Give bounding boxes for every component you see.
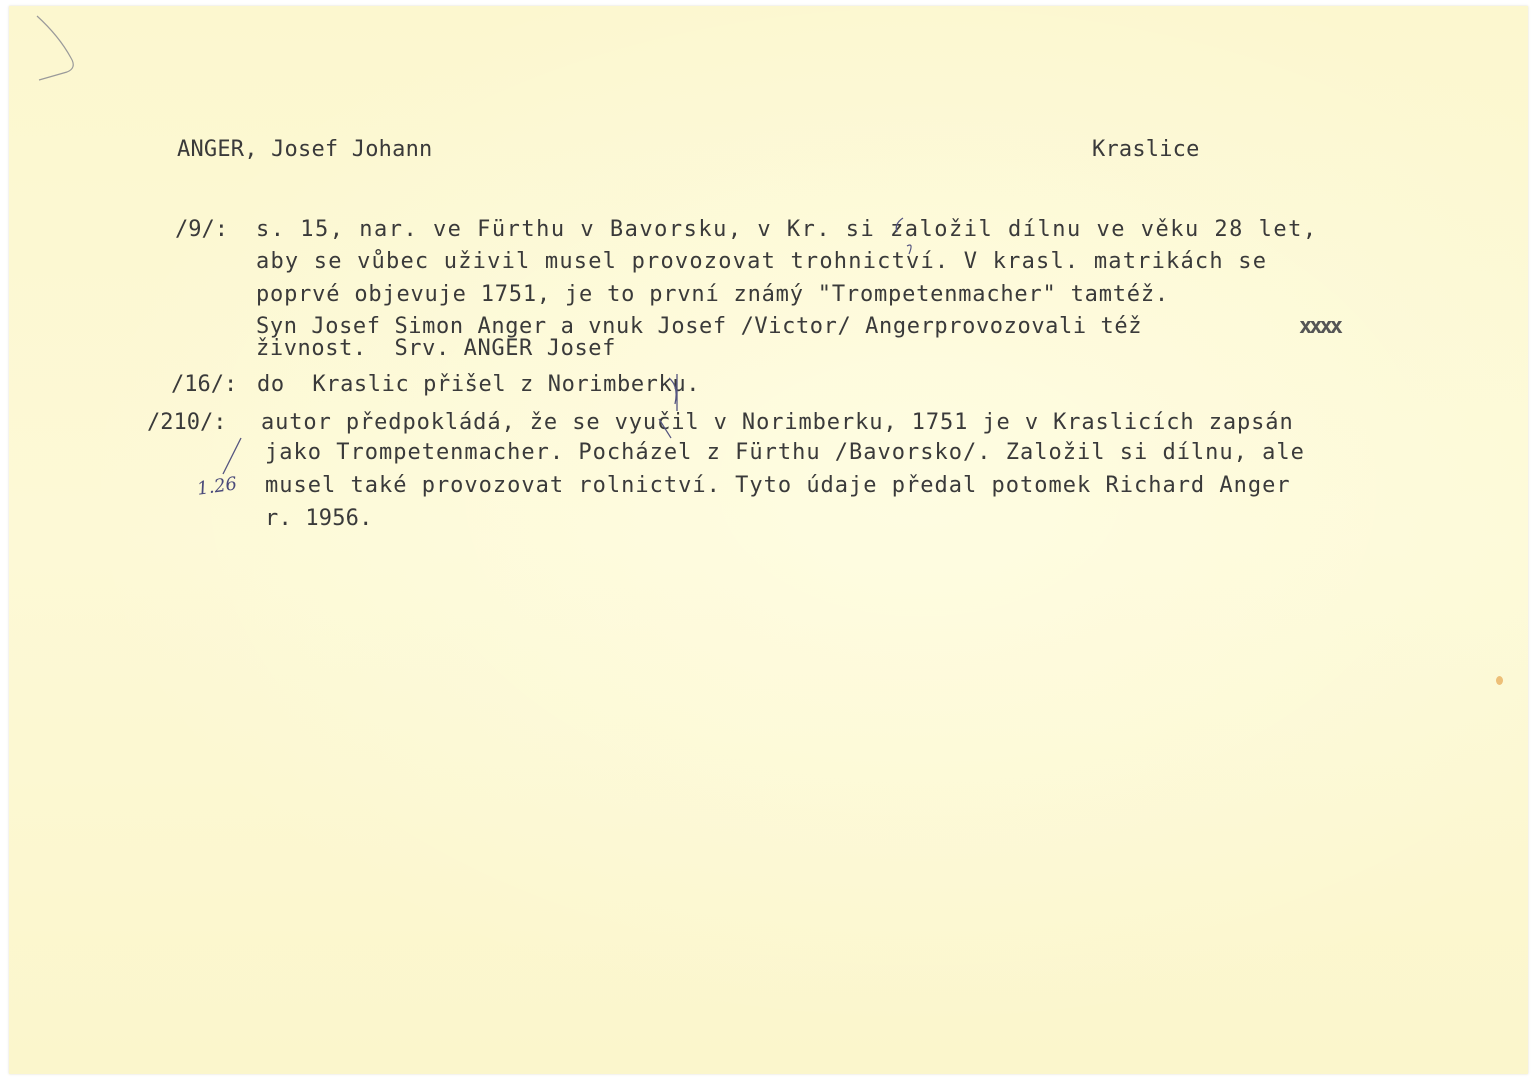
handwritten-margin-note: 1.26 bbox=[195, 473, 239, 500]
correction-mark-2 bbox=[669, 374, 677, 411]
subject-name: ANGER, Josef Johann bbox=[177, 137, 433, 162]
entry-210-line-2: jako Trompetenmacher. Pocházel z Fürthu /Bavorsko/. Založil si dílnu, ale bbox=[265, 440, 1305, 465]
source-ref-9: /9/: bbox=[175, 217, 228, 242]
entry-9-line-1: s. 15, nar. ve Fürthu v Bavorsku, v Kr. si založil dílnu ve věku 28 let, bbox=[256, 217, 1318, 242]
corner-fold-mark bbox=[37, 16, 73, 80]
subject-place: Kraslice bbox=[1092, 137, 1200, 162]
caret-mark bbox=[896, 218, 903, 232]
entry-9-line-2: aby se vůbec uživil musel provozovat trohnictví. V krasl. matrikách se bbox=[256, 249, 1268, 274]
source-ref-16: /16/: bbox=[171, 372, 238, 397]
entry-16-line-1: do Kraslic přišel z Norimberku. bbox=[257, 372, 701, 397]
correction-mark-3 bbox=[659, 419, 671, 438]
entry-9-line-3: poprvé objevuje 1751, je to první známý "Trompetenmacher" tamtéž. bbox=[256, 282, 1169, 307]
stain-mark bbox=[1496, 676, 1503, 685]
archive-card bbox=[9, 6, 1528, 1074]
entry-210-line-1: autor předpokládá, že se vyučil v Norimberku, 1751 je v Kraslicích zapsán bbox=[261, 410, 1294, 435]
correction-mark-1 bbox=[907, 245, 911, 254]
entry-210-line-4: r. 1956. bbox=[265, 506, 373, 531]
pen-marks bbox=[9, 6, 1528, 1074]
slash-mark bbox=[223, 438, 241, 474]
entry-210-line-3: musel také provozovat rolnictví. Tyto údaje předal potomek Richard Anger bbox=[265, 473, 1291, 498]
entry-9-line-4: Syn Josef Simon Anger a vnuk Josef /Victor/ Angerprovozovali též bbox=[256, 314, 1143, 339]
struck-out-text: xxxx bbox=[1299, 314, 1340, 339]
entry-9-line-5: živnost. Srv. ANGER Josef bbox=[256, 336, 616, 361]
source-ref-210: /210/: bbox=[147, 410, 227, 435]
